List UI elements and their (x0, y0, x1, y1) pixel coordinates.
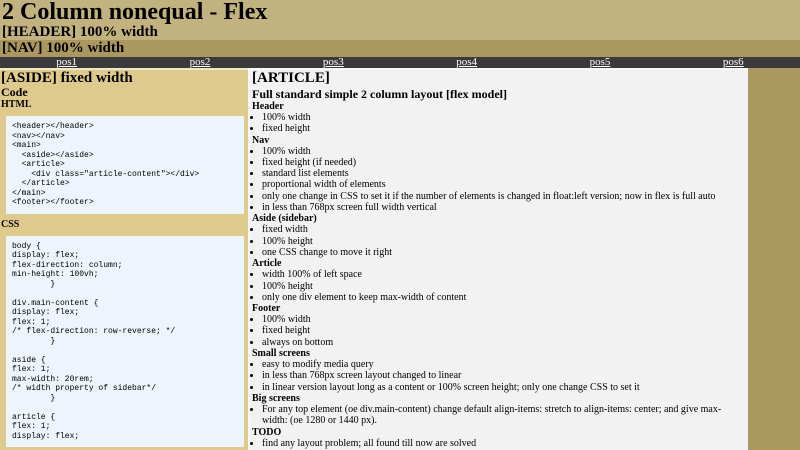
article (248, 68, 748, 450)
list-item: • only one change in CSS to set it if the number of elements is changed in float:left version; now in flex is full auto (262, 191, 746, 202)
list-item: • always on bottom (262, 337, 746, 348)
list-item: • fixed height (if needed) (262, 157, 746, 168)
page-title: 2 Column nonequal - Flex (2, 0, 268, 25)
section-list (252, 146, 746, 214)
list-item: • 100% height (262, 281, 746, 292)
section-heading: Header (252, 101, 284, 112)
page-header (0, 0, 800, 40)
list-item: • 100% width (262, 146, 746, 157)
nav-link-pos5[interactable]: pos5 (589, 56, 611, 68)
section-heading: Aside (sidebar) (252, 213, 317, 225)
section-heading: Article (252, 258, 282, 270)
list-item: • width 100% of left space (262, 269, 746, 280)
section-heading: Small screens (252, 348, 310, 360)
main-content (0, 68, 800, 450)
list-item: • in less than 768px screen layout changed to linear (262, 370, 746, 381)
list-item: • in linear version layout long as a content or 100% screen height; only one change CSS to set it (262, 382, 746, 393)
html-code-block: <header></header> <nav></nav> <main> <aside></aside> <article> <div class="article-content"></div> </article> </main> <footer></footer> (6, 116, 244, 214)
nav-title: [NAV] 100% width (2, 40, 125, 56)
list-item: • fixed width (262, 224, 746, 235)
nav-link-pos2[interactable]: pos2 (189, 56, 211, 68)
list-item: • easy to modify media query (262, 359, 746, 370)
list-item: • standard list elements (262, 168, 746, 179)
list-item: • proportional width of elements (262, 179, 746, 190)
css-code-block: body { display: flex; flex-direction: column; min-height: 100vh; } div.main-content { display: flex; flex: 1; /* flex-direction: row-reverse; */ } aside { flex: 1; max-width: 20rem; /* width property of sidebar*/ } article { flex: 1; display: flex; (6, 236, 244, 448)
css-label: CSS (1, 218, 20, 230)
section-heading: TODO (252, 426, 282, 438)
list-item: • only one div element to keep max-width of content (262, 292, 746, 303)
nav-bar (0, 40, 800, 57)
section-heading: Footer (252, 303, 281, 315)
html-label: HTML (1, 99, 32, 110)
list-item: • find any layout problem; all found till now are solved (262, 438, 746, 449)
list-item: • one CSS change to move it right (262, 247, 746, 258)
header-subtitle: [HEADER] 100% width (2, 24, 158, 40)
right-filler (748, 68, 800, 450)
article-subtitle: Full standard simple 2 column layout [flex model] (252, 87, 508, 101)
section-list (252, 269, 746, 303)
section-list (252, 404, 746, 427)
section-heading: Big screens (252, 392, 300, 404)
article-title: [ARTICLE] (252, 70, 330, 86)
section-list (252, 112, 746, 135)
list-item: • 100% width (262, 314, 746, 325)
section-list (252, 224, 746, 258)
nav-link-pos6[interactable]: pos6 (722, 56, 744, 68)
list-item: • in less than 768px screen full width vertical (262, 202, 746, 213)
list-item: • 100% height (262, 236, 746, 247)
code-label: Code (1, 85, 28, 99)
list-item: • 100% width (262, 112, 746, 123)
nav-link-pos1[interactable]: pos1 (56, 56, 78, 68)
section-heading: Nav (252, 134, 270, 146)
section-list (252, 314, 746, 348)
aside-sidebar (0, 68, 248, 450)
list-item: • For any top element (oe div.main-content) change default align-items: stretch to align-items: center; and give max-width: (oe 1280 or 1440 px). (262, 404, 746, 427)
list-item: • fixed height (262, 123, 746, 134)
section-list (252, 359, 746, 393)
section-list (252, 438, 746, 449)
article-sections (252, 101, 746, 449)
nav-links (0, 57, 800, 68)
aside-title: [ASIDE] fixed width (1, 70, 133, 86)
list-item: • fixed height (262, 325, 746, 336)
nav-link-pos4[interactable]: pos4 (456, 56, 478, 68)
nav-link-pos3[interactable]: pos3 (322, 56, 344, 68)
